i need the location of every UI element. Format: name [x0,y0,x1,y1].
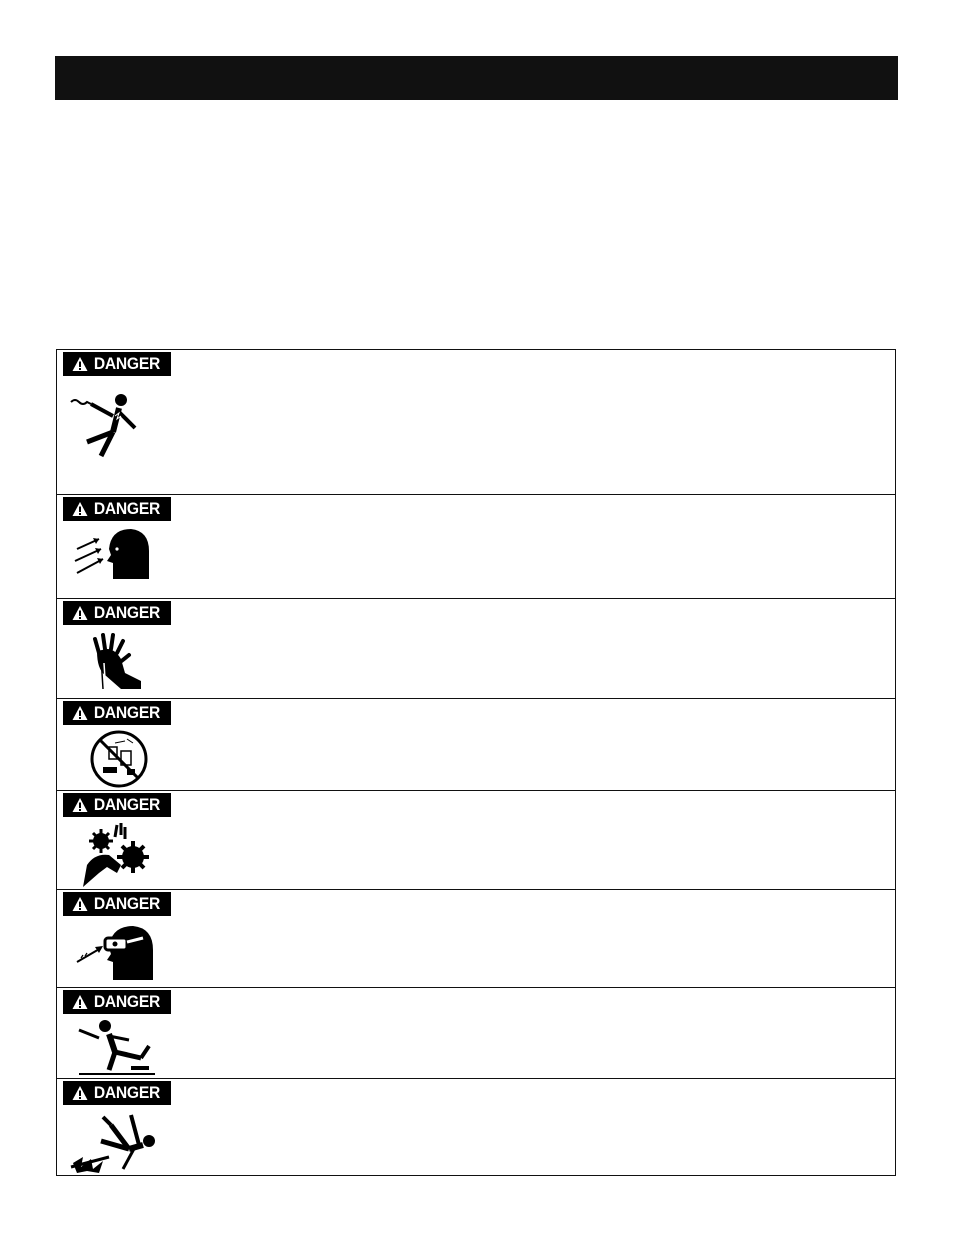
hand-cut-icon [69,633,155,691]
warning-triangle-icon [72,797,88,813]
danger-badge: DANGER [63,1081,171,1105]
danger-badge: DANGER [63,352,171,376]
electric-shock-icon [69,388,155,460]
hazard-row-eye-protection [57,889,895,987]
danger-badge: DANGER [63,497,171,521]
hazard-row-fall [57,1078,895,1177]
hazard-row-electric-shock [57,350,895,494]
hazard-row-entanglement [57,790,895,889]
header-bar [55,56,898,100]
danger-badge: DANGER [63,892,171,916]
eye-protection-icon [69,924,155,982]
warning-triangle-icon [72,501,88,517]
gear-entanglement-icon [69,821,155,889]
hazard-row-flammables [57,698,895,790]
warning-triangle-icon [72,605,88,621]
hazard-row-inhalation [57,494,895,598]
hazard-row-slip [57,987,895,1078]
warning-triangle-icon [72,1085,88,1101]
danger-badge: DANGER [63,701,171,725]
danger-badge: DANGER [63,601,171,625]
danger-badge: DANGER [63,793,171,817]
hazard-table [56,349,896,1176]
inhalation-fumes-icon [69,527,155,583]
danger-badge: DANGER [63,990,171,1014]
warning-triangle-icon [72,705,88,721]
fall-hazard-icon [69,1109,159,1175]
warning-triangle-icon [72,896,88,912]
no-flammables-icon [69,729,155,789]
slip-fall-icon [69,1018,155,1076]
warning-triangle-icon [72,356,88,372]
hazard-row-hand-cut [57,598,895,698]
warning-triangle-icon [72,994,88,1010]
